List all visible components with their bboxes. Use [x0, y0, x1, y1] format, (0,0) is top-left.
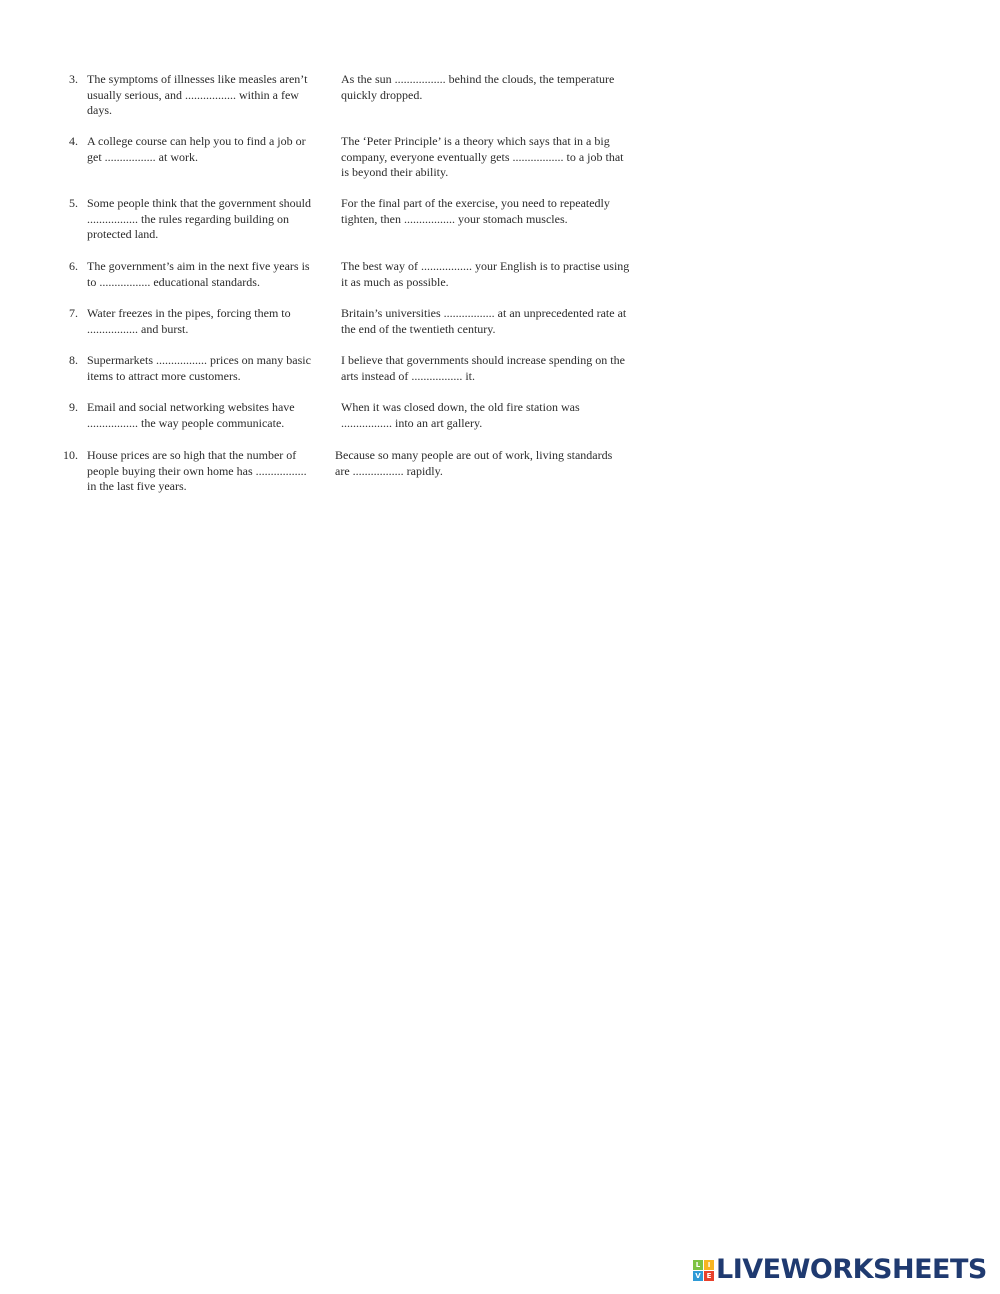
text-line: For the final part of the exercise, you need to repeatedly [341, 196, 610, 210]
question-left-text [87, 353, 332, 384]
text-line: I believe that governments should increase spending on the [341, 353, 625, 367]
question-right-text [341, 196, 661, 227]
question-number: 3. [69, 72, 78, 86]
logo-block: V [693, 1271, 703, 1281]
worksheet [58, 72, 658, 498]
question-row-3 [58, 72, 658, 134]
text-line: The ‘Peter Principle’ is a theory which says that in a big [341, 134, 610, 148]
text-line: items to attract more customers. [87, 368, 241, 383]
text-line: are ................. rapidly. [335, 463, 443, 478]
question-number: 5. [69, 196, 78, 210]
text-line: Water freezes in the pipes, forcing them to [87, 306, 291, 320]
logo-block: E [704, 1271, 714, 1281]
text-line: As the sun ................. behind the clouds, the temperature [341, 72, 615, 86]
logo-blocks-icon [693, 1260, 714, 1281]
text-line: days. [87, 103, 112, 117]
question-left-text [87, 72, 332, 119]
text-line: quickly dropped. [341, 87, 423, 102]
question-right-text [341, 259, 661, 290]
question-row-10 [58, 448, 658, 498]
question-right-text [341, 306, 661, 337]
text-line: get ................. at work. [87, 149, 198, 164]
text-line: The symptoms of illnesses like measles aren’t [87, 72, 308, 86]
question-right-text [335, 448, 655, 479]
text-line: Britain’s universities ................. at an unprecedented rate at [341, 306, 627, 320]
question-right-text [341, 134, 661, 181]
text-line: the end of the twentieth century. [341, 321, 496, 336]
text-line: protected land. [87, 227, 159, 241]
question-row-8 [58, 353, 658, 400]
text-line: ................. the rules regarding building on [87, 211, 289, 226]
question-left-text [87, 400, 332, 431]
text-line: Supermarkets ................. prices on many basic [87, 353, 311, 367]
text-line: company, everyone eventually gets ................. to a job that [341, 149, 624, 164]
text-line: people buying their own home has ................. [87, 463, 307, 478]
question-number: 6. [69, 259, 78, 273]
question-right-text [341, 400, 661, 431]
question-number: 9. [69, 400, 78, 414]
question-row-5 [58, 196, 658, 259]
text-line: it as much as possible. [341, 274, 449, 289]
logo-block: I [704, 1260, 714, 1270]
logo-block: L [693, 1260, 703, 1270]
question-number: 4. [69, 134, 78, 148]
text-line: Some people think that the government should [87, 196, 311, 210]
text-line: ................. into an art gallery. [341, 415, 483, 430]
text-line: ................. the way people communicate. [87, 415, 285, 430]
question-number: 8. [69, 353, 78, 367]
text-line: When it was closed down, the old fire station was [341, 400, 580, 414]
question-row-7 [58, 306, 658, 353]
text-line: House prices are so high that the number of [87, 448, 297, 462]
question-row-9 [58, 400, 658, 448]
text-line: tighten, then ................. your stomach muscles. [341, 211, 568, 226]
text-line: Because so many people are out of work, living standards [335, 448, 613, 462]
question-right-text [341, 72, 661, 103]
question-number: 7. [69, 306, 78, 320]
text-line: The government’s aim in the next five years is [87, 259, 310, 273]
text-line: A college course can help you to find a job or [87, 134, 306, 148]
question-right-text [341, 353, 661, 384]
text-line: is beyond their ability. [341, 165, 449, 179]
question-left-text [87, 196, 332, 243]
text-line: usually serious, and ................. within a few [87, 87, 299, 102]
text-line: The best way of ................. your English is to practise using [341, 259, 630, 273]
liveworksheets-logo [693, 1255, 987, 1285]
question-left-text [87, 259, 332, 290]
question-row-6 [58, 259, 658, 306]
question-left-text [87, 448, 332, 495]
logo-text: LIVEWORKSHEETS [716, 1254, 987, 1285]
question-left-text [87, 134, 332, 165]
question-left-text [87, 306, 332, 337]
text-line: ................. and burst. [87, 321, 189, 336]
text-line: to ................. educational standards. [87, 274, 260, 289]
text-line: in the last five years. [87, 479, 187, 493]
text-line: Email and social networking websites have [87, 400, 295, 414]
text-line: arts instead of ................. it. [341, 368, 475, 383]
question-number: 10. [63, 448, 78, 462]
question-row-4 [58, 134, 658, 196]
